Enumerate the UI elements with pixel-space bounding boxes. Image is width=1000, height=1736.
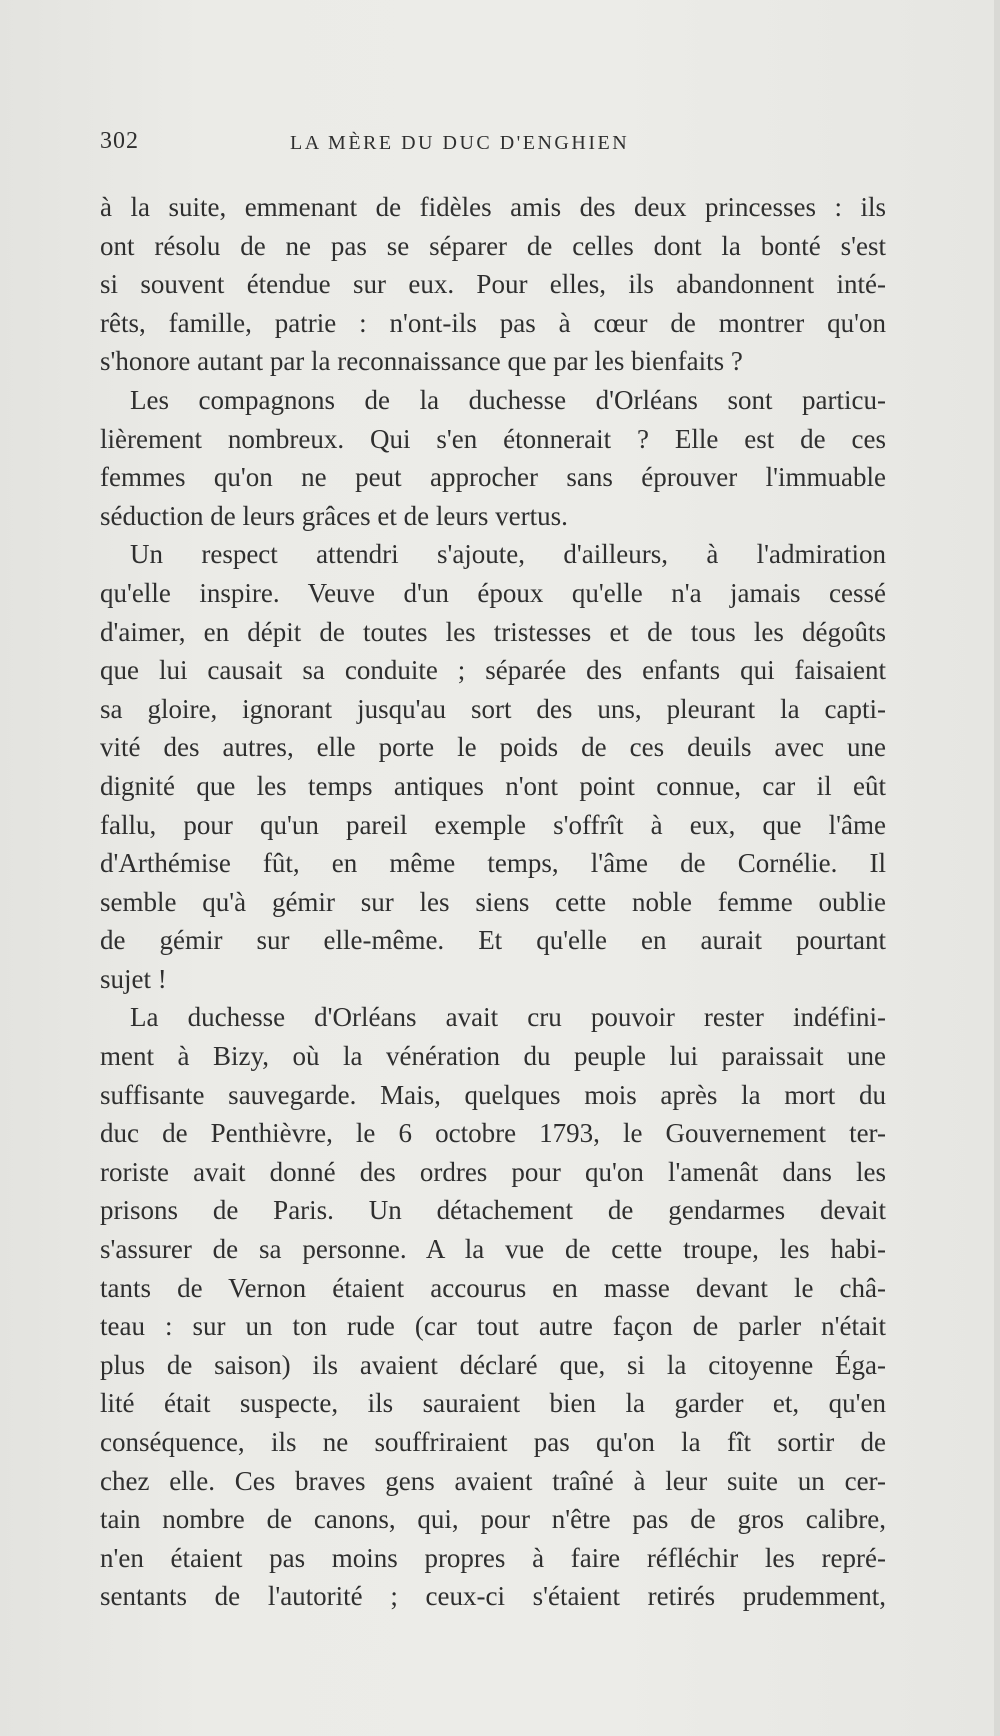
text-line: prisons de Paris. Un détachement de gendarmes devait xyxy=(100,1195,886,1226)
text-line: teau : sur un ton rude (car tout autre façon de parler n'était xyxy=(100,1311,886,1342)
text-line: sa gloire, ignorant jusqu'au sort des uns, pleurant la capti- xyxy=(100,693,886,724)
page-number: 302 xyxy=(100,128,139,154)
text-line: que lui causait sa conduite ; séparée des enfants qui faisaient xyxy=(100,655,886,686)
text-line: d'aimer, en dépit de toutes les tristesses et de tous les dégoûts xyxy=(100,616,886,647)
text-line: Un respect attendri s'ajoute, d'ailleurs, à l'admiration xyxy=(130,539,886,570)
text-line: duc de Penthièvre, le 6 octobre 1793, le Gouvernement ter- xyxy=(100,1118,886,1149)
text-line: conséquence, ils ne souffriraient pas qu'on la fît sortir de xyxy=(100,1427,886,1457)
text-line: de gémir sur elle-même. Et qu'elle en aurait pourtant xyxy=(100,925,886,956)
text-line: sentants de l'autorité ; ceux-ci s'étaient retirés prudemment, xyxy=(100,1581,886,1612)
text-line: roriste avait donné des ordres pour qu'on l'amenât dans les xyxy=(100,1156,886,1187)
text-line: suffisante sauvegarde. Mais, quelques mois après la mort du xyxy=(100,1079,886,1110)
text-line: s'honore autant par la reconnaissance que par les bienfaits ? xyxy=(100,346,743,377)
text-line: ment à Bizy, où la vénération du peuple lui paraissait une xyxy=(100,1041,886,1072)
page-edge xyxy=(994,0,1000,1736)
running-title: LA MÈRE DU DUC D'ENGHIEN xyxy=(290,132,630,154)
text-line: rêts, famille, patrie : n'ont-ils pas à cœur de montrer qu'on xyxy=(100,307,886,338)
text-line: n'en étaient pas moins propres à faire réfléchir les repré- xyxy=(100,1542,886,1573)
text-line: ont résolu de ne pas se séparer de celles dont la bonté s'est xyxy=(100,230,886,261)
text-line: dignité que les temps antiques n'ont point connue, car il eût xyxy=(100,770,886,801)
text-line: s'assurer de sa personne. A la vue de cette troupe, les habi- xyxy=(100,1234,886,1265)
body-text xyxy=(100,188,886,1616)
text-line: vité des autres, elle porte le poids de ces deuils avec une xyxy=(100,732,886,763)
text-line: si souvent étendue sur eux. Pour elles, ils abandonnent inté- xyxy=(100,269,886,300)
page-header xyxy=(100,128,890,168)
text-line: plus de saison) ils avaient déclaré que, si la citoyenne Éga- xyxy=(100,1349,886,1380)
text-line: à la suite, emmenant de fidèles amis des deux princesses : ils xyxy=(100,192,886,222)
text-line: d'Arthémise fût, en même temps, l'âme de Cornélie. Il xyxy=(100,848,886,879)
text-line: sujet ! xyxy=(100,963,167,994)
text-line: semble qu'à gémir sur les siens cette noble femme oublie xyxy=(100,886,886,917)
text-line: séduction de leurs grâces et de leurs vertus. xyxy=(100,500,568,531)
text-line: fallu, pour qu'un pareil exemple s'offrît à eux, que l'âme xyxy=(100,809,886,840)
text-line: lité était suspecte, ils sauraient bien la garder et, qu'en xyxy=(100,1388,886,1419)
text-line: La duchesse d'Orléans avait cru pouvoir rester indéfini- xyxy=(130,1002,886,1033)
text-line: femmes qu'on ne peut approcher sans éprouver l'immuable xyxy=(100,462,886,493)
text-line: tain nombre de canons, qui, pour n'être pas de gros calibre, xyxy=(100,1504,886,1535)
text-line: Les compagnons de la duchesse d'Orléans sont particu- xyxy=(130,384,886,415)
text-line: lièrement nombreux. Qui s'en étonnerait ? Elle est de ces xyxy=(100,423,886,454)
text-line: qu'elle inspire. Veuve d'un époux qu'elle n'a jamais cessé xyxy=(100,577,886,608)
text-line: chez elle. Ces braves gens avaient traîné à leur suite un cer- xyxy=(100,1465,886,1496)
text-line: tants de Vernon étaient accourus en masse devant le châ- xyxy=(100,1272,886,1303)
